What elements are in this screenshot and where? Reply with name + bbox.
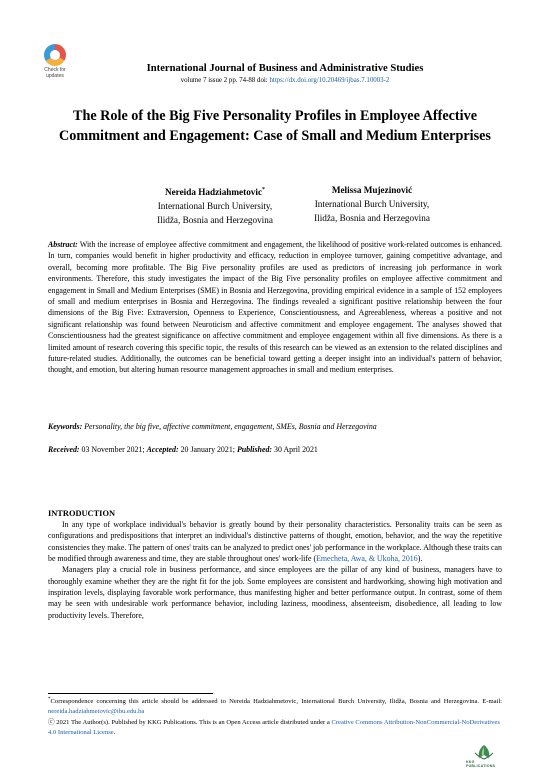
email-link[interactable]: nereida.hadziahmetovic@ibu.edu.ba — [48, 707, 145, 715]
published-label: Published: — [236, 445, 273, 454]
published-date: 30 April 2021 — [274, 445, 318, 454]
received-label: Received: — [48, 445, 80, 454]
check-for-updates-label: Check for updates — [44, 67, 66, 79]
author-location-1: Ilidža, Bosnia and Herzegovina — [157, 215, 273, 226]
journal-issue-line — [80, 76, 490, 85]
publisher-logo-text: KKG PUBLICATIONS — [466, 760, 496, 768]
journal-name: International Journal of Business and Administrative Studies — [146, 63, 424, 74]
license-text: 2021 The Author(s). Published by KKG Publications. This is an Open Access article distributed under a — [54, 719, 332, 726]
introduction-paragraph-1: In any type of workplace individual's behavior is greatly bound by their personality characteristics. Personality traits can be seen as configurations and predispositions that interpret an individual's distinctive patterns of thought, emotion, behavior, and the way the repetitive consistencies they make. The pattern of ones' traits can be analyzed to predict ones' job performance in the workplace. Although these traits can be modified through awareness and time, they are stable throughout ones' work-life (Emecheta, Awa, & Ukoha, 2016). — [48, 520, 502, 564]
article-title: The Role of the Big Five Personality Profiles in Employee Affective Commitment and Engagement: Case of Small and Medium Enterprises — [59, 108, 491, 144]
copyright-symbol: ⓒ — [48, 719, 55, 726]
footnote-marker: * — [48, 697, 51, 702]
keywords-label: Keywords: — [48, 422, 83, 431]
correspondence-footnote — [48, 695, 502, 716]
doi-link[interactable]: https://dx.doi.org/10.20469/ijbas.7.10003-2 — [269, 77, 390, 84]
introduction-body — [48, 519, 502, 621]
author-affiliation-1: International Burch University, — [157, 201, 273, 212]
kkg-publications-logo — [473, 744, 495, 760]
introduction-paragraph-2: Managers play a crucial role in business performance, and since employees are the pillar of any kind of business, managers have to thoroughly examine whether they are the right fit for the job. Some employees are consistent and hardworking, showing high motivation and inspiration levels, displaying favorable work performance, thus manifesting higher and better performance output. In contrast, some of them may be seen with undesirable work performance behavior, including laziness, moodiness, absenteeism, disobedience, all leading to low productivity levels. Therefore, — [48, 565, 502, 620]
accepted-label: Accepted: — [146, 445, 179, 454]
check-for-updates-icon — [44, 44, 66, 66]
abstract — [48, 239, 502, 376]
footnote-divider — [48, 693, 213, 694]
accepted-date: 20 January 2021; — [180, 445, 235, 454]
keywords-text: Personality, the big five, affective commitment, engagement, SMEs, Bosnia and Herzegovina — [84, 422, 377, 431]
keywords — [48, 421, 502, 432]
author-location-2: Ilidža, Bosnia and Herzegovina — [314, 213, 430, 223]
license-statement: ⓒ 2021 The Author(s). Published by KKG Publications. This is an Open Access article distributed under a Creative Commons Attribution-NonCommercial-NoDerivatives 4.0 International License. — [48, 719, 500, 736]
abstract-text: With the increase of employee affective commitment and engagement, the likelihood of positive work-related outcomes is enhanced. In turn, companies would benefit in higher productivity and efficacy, reduction in employee turnover, gaining competitive advantage, and overall, becoming more profitable. The Big Five personality profiles are used as predictors of increasing job performance in work environments. Therefore, this study investigates the impact of the Big Five personality profiles on employee affective commitment and engagement in Small and Medium Enterprises (SME) in Bosnia and Herzegovina, providing empirical evidence in a sample of 152 employees of small and medium enterprises in Bosnia and Herzegovina. The findings revealed a significant positive relationship between the four dimensions of the Big Five: Extraversion, Openness to Experience, Conscientiousness, and Agreeableness, whereas a positive and not significant relationship was found between Neuroticism and affective commitment and employee engagement. The analyses showed that Conscientiousness had the greatest significance on affective commitment and employee engagement within all five dimensions. As there is a limited amount of research covering this specific topic, the results of this research can be viewed as an extension to the related disciplines and future-related studies. Additionally, the outcomes can be beneficial toward getting a deeper insight into an individual's pattern of behavior, thought, and emotion, but altering human resource management approaches in small and medium enterprises. — [48, 240, 502, 375]
license-link[interactable]: Creative Commons Attribution-NonCommercial-NoDerivatives 4.0 International License — [48, 719, 500, 736]
author-block-2 — [272, 183, 472, 225]
publisher-logo — [466, 744, 502, 768]
article-dates — [48, 444, 502, 455]
introduction-heading: INTRODUCTION — [48, 509, 116, 518]
journal-issue-info: volume 7 issue 2 pp. 74-88 doi: — [180, 77, 270, 84]
author-name-1: Nereida Hadziahmetovic* — [164, 187, 266, 198]
check-for-updates-badge[interactable] — [40, 44, 70, 86]
author-affiliation-2: International Burch University, — [314, 199, 430, 209]
abstract-label: Abstract: — [48, 240, 78, 249]
author-name-2: Melissa Mujezinović — [331, 185, 413, 195]
received-date: 03 November 2021; — [81, 445, 145, 454]
footnote-text: Correspondence concerning this article should be addressed to Nereida Hadziahmetovic, International Burch University, Ilidža, Bosnia and Herzegovina. E-mail: — [50, 698, 502, 706]
journal-header — [80, 63, 490, 85]
citation-link[interactable]: Emecheta, Awa, & Ukoha, 2016 — [316, 554, 418, 564]
